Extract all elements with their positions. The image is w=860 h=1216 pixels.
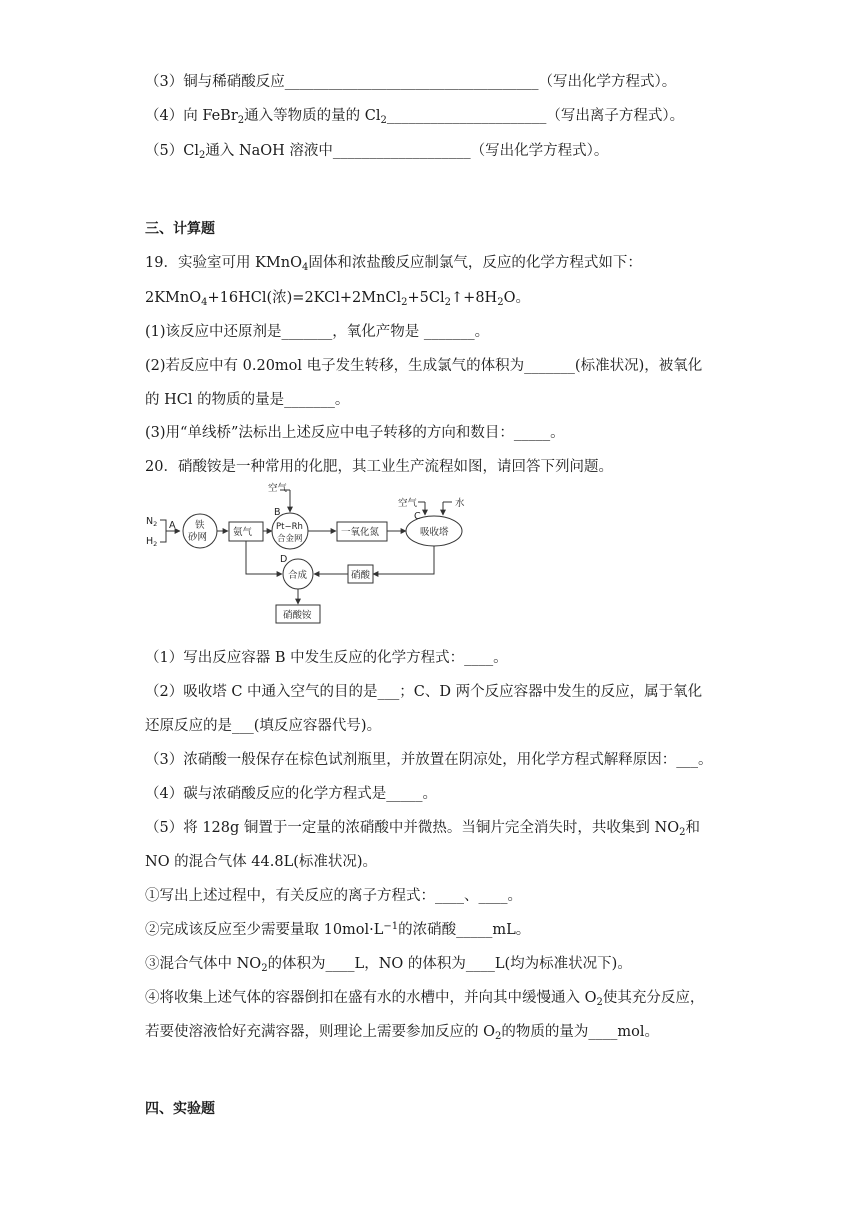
hno3-text: 硝酸	[351, 570, 371, 581]
h2-label: $H_2$	[146, 536, 158, 548]
q4-line: （4）向 FeBr$_2$通入等物质的量的 $Cl_2\_\_\_\_\_\_\_\_\_\_\_\_\_\_\_\_\_\_\_\_\_\_$（写出离子方程式）。	[145, 108, 685, 126]
tower-text: 吸收塔	[420, 527, 449, 538]
synth-text: 合成	[288, 570, 308, 581]
nh4no3-text: 硝酸铵	[283, 610, 312, 621]
q20-sub1: ①写出上述过程中，有关反应的离子方程式：____、____。	[145, 888, 522, 904]
air-text-2: 空气	[398, 498, 418, 509]
no-text: 一氧化氮	[341, 527, 380, 538]
q20-part3: （3）浓硝酸一般保存在棕色试剂瓶里，并放置在阴凉处，用化学方程式解释原因：___。	[145, 752, 713, 768]
q20-sub3: ③混合气体中 $NO_2$的体积为____L，NO 的体积为____L(均为标准状况下)。	[145, 956, 632, 974]
q19-intro: 19．实验室可用 KMnO$_4$固体和浓盐酸反应制氯气，反应的化学方程式如下：	[145, 255, 642, 273]
q20-sub4b: 若要使溶液恰好充满容器，则理论上需要参加反应的 $O_2$的物质的量为____mol。	[145, 1024, 659, 1042]
q19-equation: 2KMnO$_4$+16HCl(浓)$=2KCl+2MnCl_2+5Cl_2↑+8H_2O$。	[145, 290, 530, 308]
q20-part2a: （2）吸收塔 C 中通入空气的目的是___；C、D 两个反应容器中发生的反应，属于氧化	[145, 684, 703, 700]
water-text: 水	[455, 498, 465, 509]
air-text-1: 空气	[268, 483, 288, 494]
q20-sub4a: ④将收集上述气体的容器倒扣在盛有水的水槽中，并向其中缓慢通入 $O_2$使其充分反应，	[145, 990, 705, 1008]
q20-part5a: （5）将 128g 铜置于一定量的浓硝酸中并微热。当铜片完全消失时，共收集到 $NO_2$和	[145, 820, 700, 838]
q20-sub2: ②完成该反应至少需要量取 $10mol\cdot L^{-1}$的浓硝酸_____mL。	[145, 921, 531, 938]
ammonia-text: 氨气	[233, 527, 253, 538]
q20-intro: 20．硝酸铵是一种常用的化肥，其工业生产流程如图，请回答下列问题。	[145, 459, 613, 475]
ptrh-text-2: 合金网	[277, 534, 303, 544]
q5-line: $(5)Cl_2$通入 NaOH 溶液中___________________（写出化学方程式）。	[145, 143, 609, 161]
q19-part3: (3)用“单线桥”法标出上述反应中电子转移的方向和数目：_____。	[145, 425, 565, 441]
inlet-bracket	[160, 520, 166, 542]
flow-svg	[140, 482, 480, 632]
q20-part2b: 还原反应的是___(填反应容器代号)。	[145, 718, 382, 734]
q19-part1: (1)该反应中还原剂是_______，氧化产物是 _______。	[145, 324, 490, 340]
label-c: C	[414, 511, 421, 522]
q20-part4: （4）碳与浓硝酸反应的化学方程式是_____。	[145, 786, 437, 802]
section-4-title: 四、实验题	[145, 1101, 215, 1117]
nh4no3-process-diagram	[140, 482, 480, 632]
section-3-title: 三、计算题	[145, 221, 215, 237]
n2-label: $N_2$	[146, 516, 158, 528]
q19-part2a: (2)若反应中有 0.20mol 电子发生转移，生成氯气的体积为_______(标准状况)，被氧化	[145, 358, 703, 374]
label-a: A	[169, 520, 176, 531]
q19-part2b: 的 HCl 的物质的量是_______。	[145, 392, 350, 408]
label-b: B	[274, 507, 281, 518]
iron-text-1: 铁	[195, 520, 205, 531]
label-d: D	[280, 554, 288, 565]
ptrh-text-1: Pt−Rh	[276, 522, 303, 532]
q3-line: （3）铜与稀硝酸反应___________________________________（写出化学方程式）。	[145, 74, 677, 90]
q20-part1: （1）写出反应容器 B 中发生反应的化学方程式：____。	[145, 650, 508, 666]
iron-text-2: 砂网	[188, 532, 208, 543]
q20-part5b: NO 的混合气体 44.8L(标准状况)。	[145, 854, 378, 870]
